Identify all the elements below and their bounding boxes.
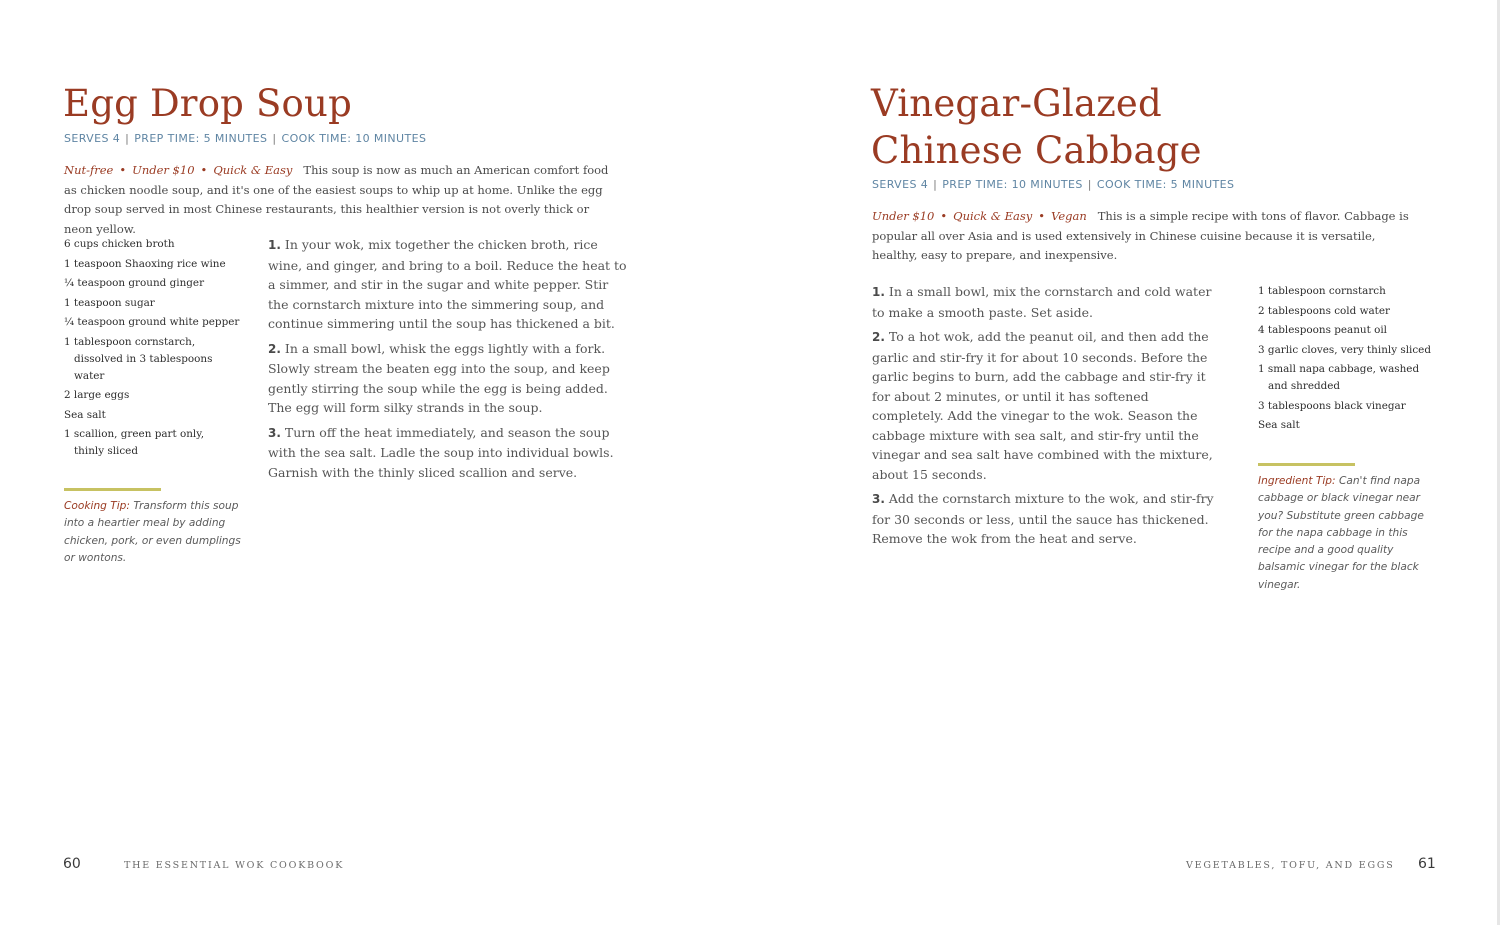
intro-text: This soup is now as much an American comfort food as chicken noodle soup, and it's one of the easiest soups to whip up at home. Unlike the egg drop soup served in most Chinese restaurants, this healthier version is not overly thick or neon yellow. bbox=[64, 163, 609, 236]
step bbox=[268, 235, 630, 334]
page-number: 60 bbox=[63, 856, 81, 872]
cook-time-text: COOK TIME: 10 MINUTES bbox=[281, 132, 427, 145]
tip-text: Can't find napa cabbage or black vinegar near you? Substitute green cabbage for the napa cabbage in this recipe and a good quality balsamic vinegar for the black vinegar. bbox=[1258, 475, 1424, 591]
ingredient-item: 1 small napa cabbage, washed and shredded bbox=[1258, 363, 1420, 392]
tag: Quick & Easy bbox=[953, 209, 1033, 223]
ingredient-item: 2 tablespoons cold water bbox=[1258, 304, 1390, 317]
ingredient-item: 3 garlic cloves, very thinly sliced bbox=[1258, 343, 1431, 356]
step-text: In a small bowl, whisk the eggs lightly with a fork. Slowly stream the beaten egg into the soup, and keep gently stirring the soup while the egg is being added. The egg will form silky strands in the soup. bbox=[268, 340, 610, 415]
running-head: VEGETABLES, TOFU, AND EGGS bbox=[1186, 860, 1395, 871]
ingredient-item: Sea salt bbox=[64, 408, 106, 421]
tag: Vegan bbox=[1051, 209, 1087, 223]
step-text: To a hot wok, add the peanut oil, and then add the garlic and stir-fry it for about 10 seconds. Before the garlic begins to burn, add the cabbage and stir-fry it for about 2 minutes, or until it has softened completely. Add the vinegar to the wok. Season the cabbage mixture with sea salt, and stir-fry until the vinegar and sea salt have combined with the mixture, about 15 seconds. bbox=[872, 329, 1213, 482]
meta-separator: | bbox=[272, 132, 277, 145]
recipe-steps bbox=[872, 282, 1224, 554]
recipe-intro bbox=[872, 207, 1420, 266]
tip-label: Cooking Tip: bbox=[64, 500, 130, 512]
tag-bullet: • bbox=[200, 163, 208, 177]
tag: Quick & Easy bbox=[213, 163, 293, 177]
right-page bbox=[750, 0, 1500, 925]
ingredient-item: 3 tablespoons black vinegar bbox=[1258, 399, 1406, 412]
tag: Under $10 bbox=[872, 209, 935, 223]
intro-text: This is a simple recipe with tons of flavor. Cabbage is popular all over Asia and is used extensively in Chinese cuisine because it is versatile, healthy, easy to prepare, and inexpensive. bbox=[872, 209, 1409, 262]
meta-separator: | bbox=[125, 132, 130, 145]
recipe-meta bbox=[872, 178, 1234, 191]
ingredient-item: 1 teaspoon sugar bbox=[64, 296, 155, 309]
step-text: Add the cornstarch mixture to the wok, and stir-fry for 30 seconds or less, until the sauce has thickened. Remove the wok from the heat and serve. bbox=[872, 491, 1214, 546]
meta-separator: | bbox=[1087, 178, 1092, 191]
cooking-tip bbox=[64, 498, 246, 567]
tip-text: Transform this soup into a heartier meal by adding chicken, pork, or even dumplings or wontons. bbox=[64, 500, 241, 564]
ingredient-item: 1 tablespoon cornstarch bbox=[1258, 285, 1386, 297]
recipe-title: Egg Drop Soup bbox=[63, 82, 352, 125]
step-number: 3. bbox=[872, 492, 885, 506]
running-head: THE ESSENTIAL WOK COOKBOOK bbox=[124, 860, 345, 871]
prep-time-text: PREP TIME: 10 MINUTES bbox=[942, 178, 1083, 191]
step bbox=[872, 489, 1224, 549]
cook-time-text: COOK TIME: 5 MINUTES bbox=[1096, 178, 1235, 191]
recipe-intro bbox=[64, 161, 609, 239]
meta-separator: | bbox=[933, 178, 938, 191]
step bbox=[268, 423, 630, 483]
ingredient-item: 4 tablespoons peanut oil bbox=[1258, 324, 1387, 336]
diet-tags bbox=[872, 209, 1087, 223]
recipe-meta bbox=[64, 132, 426, 145]
step bbox=[872, 282, 1224, 322]
ingredient-item: 2 large eggs bbox=[64, 389, 130, 401]
ingredient-list bbox=[64, 236, 244, 463]
step-number: 2. bbox=[268, 341, 281, 356]
step-text: Turn off the heat immediately, and season the soup with the sea salt. Ladle the soup into individual bowls. Garnish with the thinly sliced scallion and serve. bbox=[268, 424, 614, 480]
tag-bullet: • bbox=[119, 163, 127, 177]
recipe-title bbox=[871, 80, 1202, 174]
serves-text: SERVES 4 bbox=[872, 178, 929, 191]
ingredient-item: 6 cups chicken broth bbox=[64, 238, 175, 250]
ingredient-item: 1 scallion, green part only, thinly sliced bbox=[64, 428, 205, 457]
title-line: Chinese Cabbage bbox=[871, 129, 1202, 172]
ingredient-item: ¼ teaspoon ground ginger bbox=[64, 277, 205, 289]
tip-divider bbox=[1258, 463, 1355, 466]
step-text: In a small bowl, mix the cornstarch and cold water to make a smooth paste. Set aside. bbox=[872, 284, 1212, 320]
tag-bullet: • bbox=[940, 209, 948, 223]
ingredient-item: ¼ teaspoon ground white pepper bbox=[64, 316, 240, 328]
step-number: 3. bbox=[268, 425, 281, 440]
ingredient-item: 1 teaspoon Shaoxing rice wine bbox=[64, 257, 226, 270]
serves-text: SERVES 4 bbox=[64, 132, 121, 145]
tip-label: Ingredient Tip: bbox=[1258, 475, 1336, 487]
recipe-steps bbox=[268, 235, 630, 487]
tag: Under $10 bbox=[132, 163, 195, 177]
step-number: 1. bbox=[872, 285, 885, 299]
title-line: Vinegar-Glazed bbox=[871, 82, 1162, 125]
ingredient-tip bbox=[1258, 473, 1430, 594]
ingredient-list bbox=[1258, 283, 1443, 437]
tag-bullet: • bbox=[1038, 209, 1046, 223]
ingredient-item: 1 tablespoon cornstarch, dissolved in 3 tablespoons water bbox=[64, 335, 213, 382]
ingredient-item: Sea salt bbox=[1258, 419, 1300, 431]
diet-tags bbox=[64, 163, 292, 177]
step-text: In your wok, mix together the chicken broth, rice wine, and ginger, and bring to a boil. Reduce the heat to a simmer, and stir in the sugar and white pepper. Stir the cornstarch mixture into the simmering soup, and continue simmering until the soup has thickened a bit. bbox=[268, 237, 627, 331]
tip-divider bbox=[64, 488, 161, 491]
step bbox=[872, 327, 1224, 484]
tag: Nut-free bbox=[64, 163, 114, 177]
step bbox=[268, 339, 630, 418]
step-number: 2. bbox=[872, 330, 885, 344]
prep-time-text: PREP TIME: 5 MINUTES bbox=[134, 132, 268, 145]
page-number: 61 bbox=[1418, 856, 1436, 872]
step-number: 1. bbox=[268, 238, 281, 252]
